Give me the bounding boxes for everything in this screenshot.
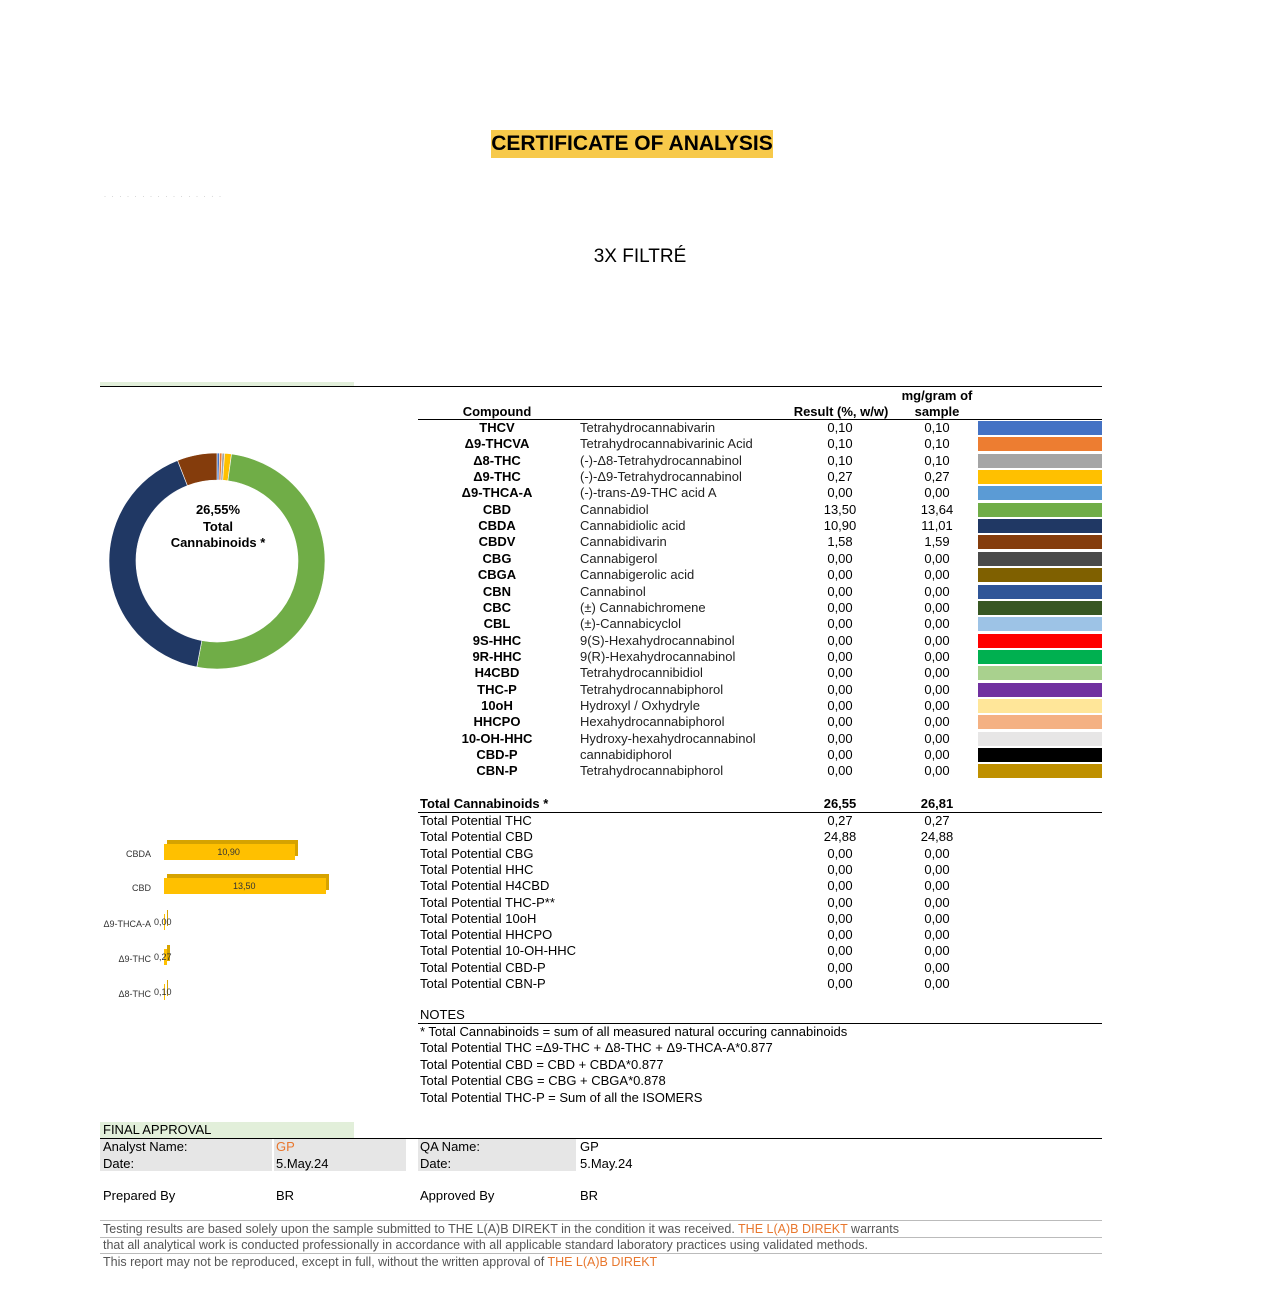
compound-row	[418, 649, 1102, 665]
compound-mg: 0,00	[924, 583, 950, 599]
compound-code: CBDA	[478, 518, 516, 534]
compound-code: CBD-P	[476, 747, 518, 762]
compound-color-swatch	[978, 764, 1102, 778]
potential-result: 0,00	[827, 943, 853, 959]
compound-row	[418, 698, 1102, 714]
footer-brand-3: THE L(A)B DIREKT	[547, 1255, 658, 1269]
footer-line-1-end: warrants	[847, 1222, 899, 1236]
potential-mg: 0,27	[924, 813, 950, 828]
compound-mg: 0,27	[924, 469, 950, 485]
potential-result: 0,00	[827, 910, 853, 926]
compound-name: cannabidiphorol	[580, 747, 672, 762]
compound-mg: 0,00	[924, 747, 950, 762]
donut-slice-cbda	[109, 460, 202, 667]
compound-code: THC-P	[477, 681, 517, 697]
compound-code: H4CBD	[474, 665, 520, 681]
approved-by-value: BR	[580, 1188, 599, 1203]
potential-label: Total Potential CBG	[420, 845, 534, 861]
compound-row	[418, 665, 1102, 681]
compound-code: 10oH	[481, 697, 513, 713]
potential-result: 0,00	[827, 861, 853, 877]
potential-total-row	[418, 862, 1102, 878]
donut-total: Total	[202, 518, 234, 534]
notes-title: NOTES	[420, 1007, 465, 1022]
potential-mg: 0,00	[924, 959, 950, 975]
potential-total-row	[418, 927, 1102, 943]
compound-mg: 0,10	[924, 452, 950, 468]
compound-mg: 0,00	[924, 599, 950, 615]
compound-mg: 1,59	[924, 534, 950, 550]
potential-label: Total Potential THC-P**	[420, 894, 555, 910]
compound-color-swatch	[978, 486, 1102, 500]
donut-cannabinoids: Cannabinoids *	[170, 535, 266, 550]
product-name: 3X FILTRÉ	[593, 246, 687, 267]
compound-color-swatch	[978, 568, 1102, 582]
compound-result: 0,00	[827, 714, 853, 730]
compound-mg: 11,01	[921, 518, 953, 534]
compound-mg: 0,00	[924, 665, 950, 681]
compound-color-swatch	[978, 503, 1102, 517]
compound-row	[418, 420, 1102, 436]
potential-total-row	[418, 943, 1102, 959]
header-mg-line2: sample	[914, 404, 960, 419]
compound-color-swatch	[978, 437, 1102, 451]
compound-code: HHCPO	[473, 714, 521, 730]
compound-mg: 0,00	[924, 485, 950, 501]
bar-value-label: 0,10	[154, 987, 172, 997]
potential-total-row	[418, 895, 1102, 911]
compound-row	[418, 534, 1102, 550]
footer-line-2: that all analytical work is conducted professionally in accordance with all applicable standard laboratory practices using validated methods.	[103, 1238, 869, 1252]
analyst-date-label: Date:	[103, 1156, 135, 1171]
compound-row	[418, 551, 1102, 567]
potential-result: 0,00	[827, 878, 853, 894]
compound-name: (-)-Δ8-Tetrahydrocannabinol	[580, 452, 742, 468]
footer-line-3	[103, 1254, 657, 1270]
potential-total-row	[418, 813, 1102, 829]
compound-name: Hydroxy-hexahydrocannabinol	[580, 730, 756, 746]
donut-slice-cbd	[197, 454, 325, 669]
compound-code: 10-OH-HHC	[461, 730, 533, 746]
potential-result: 0,00	[827, 894, 853, 910]
compound-code: Δ9-THCA-A	[461, 485, 533, 501]
compound-code: CBC	[482, 599, 512, 615]
compound-code: 9R-HHC	[472, 648, 522, 664]
compound-color-swatch	[978, 470, 1102, 484]
potential-mg: 0,00	[924, 845, 950, 861]
potential-total-row	[418, 911, 1102, 927]
cannabinoid-donut-chart	[108, 452, 326, 670]
compound-result: 0,27	[827, 469, 853, 485]
potential-label: Total Potential 10-OH-HHC	[420, 943, 577, 959]
potential-total-row	[418, 976, 1102, 992]
compound-row	[418, 747, 1102, 763]
compound-code: CBG	[482, 550, 512, 566]
compound-mg: 0,00	[924, 648, 950, 664]
compound-result: 0,00	[827, 648, 853, 664]
potential-label: Total Potential HHC	[420, 861, 534, 877]
bar-category-label: Δ9-THCA-A	[103, 919, 151, 929]
potential-mg: 0,00	[924, 894, 950, 910]
total-cannabinoids-row	[418, 796, 1102, 812]
compound-mg: 0,00	[924, 616, 950, 632]
compound-name: Tetrahydrocannabiphorol	[580, 763, 724, 779]
document-title: CERTIFICATE OF ANALYSIS	[491, 130, 773, 158]
faint-header-marks: · · · · · · · · · · · · · · · ·	[104, 194, 223, 200]
total-mg: 26,81	[920, 796, 954, 811]
bar-category-label: Δ8-THC	[118, 989, 151, 999]
compound-name: Cannabidiol	[580, 501, 649, 517]
potential-mg: 0,00	[924, 861, 950, 877]
total-label: Total Cannabinoids *	[420, 796, 549, 811]
compound-color-swatch	[978, 748, 1102, 762]
potential-label: Total Potential THC	[420, 813, 532, 828]
compound-code: CBN	[482, 583, 512, 599]
compound-name: Tetrahydrocannibidiol	[580, 665, 703, 681]
header-mg-line1: mg/gram of	[901, 388, 973, 403]
compound-name: Tetrahydrocannabivarinic Acid	[580, 436, 753, 452]
total-result: 26,55	[823, 796, 857, 811]
compound-name: Cannabigerol	[580, 550, 658, 566]
potential-result: 0,00	[827, 845, 853, 861]
compound-row	[418, 502, 1102, 518]
potential-result: 0,27	[827, 813, 853, 828]
compound-name: Tetrahydrocannabivarin	[580, 420, 716, 435]
compound-name: Hexahydrocannabiphorol	[580, 714, 725, 730]
compound-result: 0,10	[827, 420, 853, 435]
bar-value-label: 0,27	[154, 952, 172, 962]
compound-code: CBL	[483, 616, 511, 632]
compound-result: 0,00	[827, 567, 853, 583]
compound-name: Cannabinol	[580, 583, 646, 599]
qa-value: GP	[580, 1139, 599, 1154]
compound-name: 9(R)-Hexahydrocannabinol	[580, 648, 736, 664]
potential-result: 24,88	[823, 829, 857, 845]
final-approval-title: FINAL APPROVAL	[103, 1122, 212, 1137]
footer-line-3-text: This report may not be reproduced, except in full, without the written approval of	[103, 1255, 548, 1269]
compound-color-swatch	[978, 683, 1102, 697]
compound-result: 0,10	[827, 436, 853, 452]
compound-result: 0,00	[827, 632, 853, 648]
potential-result: 0,00	[827, 959, 853, 975]
header-compound: Compound	[462, 404, 532, 419]
compound-mg: 0,10	[924, 436, 950, 452]
compound-result: 13,50	[823, 501, 857, 517]
compound-row	[418, 714, 1102, 730]
compound-result: 0,00	[827, 599, 853, 615]
compound-color-swatch	[978, 715, 1102, 729]
footer-line-1	[103, 1221, 899, 1237]
note-line: Total Potential CBG = CBG + CBGA*0.878	[420, 1073, 666, 1089]
compound-name: (±) Cannabichromene	[580, 599, 706, 615]
compound-result: 0,10	[827, 452, 853, 468]
footer-line-1-text: Testing results are based solely upon the sample submitted to THE L(A)B DIREKT in the condition it was received.	[103, 1222, 739, 1236]
compound-code: CBDV	[478, 534, 516, 550]
compound-result: 0,00	[827, 763, 853, 779]
compound-row	[418, 469, 1102, 485]
compound-name: Tetrahydrocannabiphorol	[580, 681, 724, 697]
compound-name: (-)-Δ9-Tetrahydrocannabinol	[580, 469, 742, 485]
bar-category-label: Δ9-THC	[118, 954, 151, 964]
compound-color-swatch	[978, 552, 1102, 566]
potential-label: Total Potential H4CBD	[420, 878, 550, 894]
compound-code: THCV	[479, 420, 515, 435]
compound-name: 9(S)-Hexahydrocannabinol	[580, 632, 735, 648]
potential-mg: 0,00	[924, 910, 950, 926]
compound-code: Δ8-THC	[473, 452, 521, 468]
compound-result: 0,00	[827, 550, 853, 566]
compound-row	[418, 436, 1102, 452]
compound-mg: 0,00	[924, 714, 950, 730]
compound-result: 0,00	[827, 730, 853, 746]
compound-code: Δ9-THC	[473, 469, 521, 485]
compound-row	[418, 616, 1102, 632]
header-result: Result (%, w/w)	[793, 404, 889, 419]
compound-result: 0,00	[827, 616, 853, 632]
compound-color-swatch	[978, 454, 1102, 468]
bar-category-label: CBD	[131, 883, 151, 893]
potential-total-row	[418, 878, 1102, 894]
potential-mg: 0,00	[924, 927, 950, 943]
compound-name: Cannabidiolic acid	[580, 518, 686, 534]
potential-label: Total Potential CBD	[420, 829, 533, 845]
compound-name: (±)-Cannabicyclol	[580, 616, 682, 632]
compound-row	[418, 600, 1102, 616]
potential-mg: 24,88	[920, 829, 954, 845]
compound-color-swatch	[978, 699, 1102, 713]
compound-mg: 0,00	[924, 632, 950, 648]
compound-mg: 0,00	[924, 730, 950, 746]
prepared-by-label: Prepared By	[103, 1188, 176, 1203]
compound-name: Hydroxyl / Oxhydryle	[580, 697, 700, 713]
compound-code: 9S-HHC	[472, 632, 522, 648]
compound-row	[418, 633, 1102, 649]
qa-date: 5.May.24	[580, 1156, 633, 1171]
potential-total-row	[418, 960, 1102, 976]
compound-mg: 0,10	[924, 420, 950, 435]
potential-result: 0,00	[827, 927, 853, 943]
bar-value-label: 10,90	[217, 847, 240, 857]
compound-code: CBGA	[477, 567, 517, 583]
section-divider	[100, 386, 1102, 387]
compound-result: 0,00	[827, 747, 853, 762]
compound-color-swatch	[978, 666, 1102, 680]
compound-result: 0,00	[827, 583, 853, 599]
potential-result: 0,00	[827, 976, 853, 991]
note-line: Total Potential CBD = CBD + CBDA*0.877	[420, 1056, 664, 1072]
qa-label: QA Name:	[420, 1139, 480, 1154]
potential-mg: 0,00	[924, 943, 950, 959]
footer-brand-1: THE L(A)B DIREKT	[738, 1222, 848, 1236]
qa-date-label: Date:	[420, 1156, 452, 1171]
note-line: Total Potential THC-P = Sum of all the ISOMERS	[420, 1089, 703, 1105]
compound-color-swatch	[978, 421, 1102, 435]
compound-color-swatch	[978, 732, 1102, 746]
potential-mg: 0,00	[924, 878, 950, 894]
compound-code: CBN-P	[476, 763, 518, 779]
compound-row	[418, 584, 1102, 600]
compound-color-swatch	[978, 535, 1102, 549]
donut-percent: 26,55%	[195, 502, 241, 517]
compound-result: 0,00	[827, 485, 853, 501]
compound-mg: 0,00	[924, 697, 950, 713]
bar-value-label: 0,00	[154, 917, 172, 927]
compound-color-swatch	[978, 650, 1102, 664]
note-line: Total Potential THC =Δ9-THC + Δ8-THC + Δ9-THCA-A*0.877	[420, 1040, 773, 1056]
potential-mg: 0,00	[924, 976, 950, 991]
compound-code: Δ9-THCVA	[464, 436, 530, 452]
potential-label: Total Potential CBD-P	[420, 959, 546, 975]
prepared-by-value: BR	[276, 1188, 295, 1203]
compound-result: 1,58	[827, 534, 853, 550]
compound-name: Cannabigerolic acid	[580, 567, 695, 583]
compound-name: (-)-trans-Δ9-THC acid A	[580, 485, 717, 501]
potential-total-row	[418, 829, 1102, 845]
donut-center-label	[160, 502, 276, 552]
approved-by-label: Approved By	[420, 1188, 495, 1203]
compound-result: 0,00	[827, 697, 853, 713]
analyst-value: GP	[276, 1139, 295, 1154]
compound-color-swatch	[978, 634, 1102, 648]
compound-mg: 0,00	[924, 763, 950, 779]
compound-mg: 0,00	[924, 681, 950, 697]
potential-label: Total Potential HHCPO	[420, 927, 553, 943]
compound-name: Cannabidivarin	[580, 534, 667, 550]
compound-color-swatch	[978, 601, 1102, 615]
compound-row	[418, 453, 1102, 469]
compound-result: 0,00	[827, 681, 853, 697]
compound-row	[418, 567, 1102, 583]
compound-result: 10,90	[823, 518, 857, 534]
compound-row	[418, 518, 1102, 534]
compound-color-swatch	[978, 519, 1102, 533]
note-line: * Total Cannabinoids = sum of all measured natural occuring cannabinoids	[420, 1024, 848, 1039]
potential-total-row	[418, 846, 1102, 862]
compound-color-swatch	[978, 617, 1102, 631]
potential-label: Total Potential CBN-P	[420, 976, 546, 991]
compound-row	[418, 763, 1102, 779]
bar-category-label: CBDA	[125, 849, 151, 859]
compound-row	[418, 682, 1102, 698]
compound-mg: 0,00	[924, 550, 950, 566]
cannabinoid-bar-chart	[90, 830, 390, 1010]
compound-color-swatch	[978, 585, 1102, 599]
compound-code: CBD	[482, 501, 512, 517]
bar-value-label: 13,50	[233, 881, 256, 891]
compound-result: 0,00	[827, 665, 853, 681]
compound-mg: 0,00	[924, 567, 950, 583]
analyst-label: Analyst Name:	[103, 1139, 188, 1154]
potential-label: Total Potential 10oH	[420, 910, 537, 926]
analyst-date: 5.May.24	[276, 1156, 329, 1171]
compound-row	[418, 485, 1102, 501]
compound-row	[418, 731, 1102, 747]
compound-mg: 13,64	[920, 501, 954, 517]
